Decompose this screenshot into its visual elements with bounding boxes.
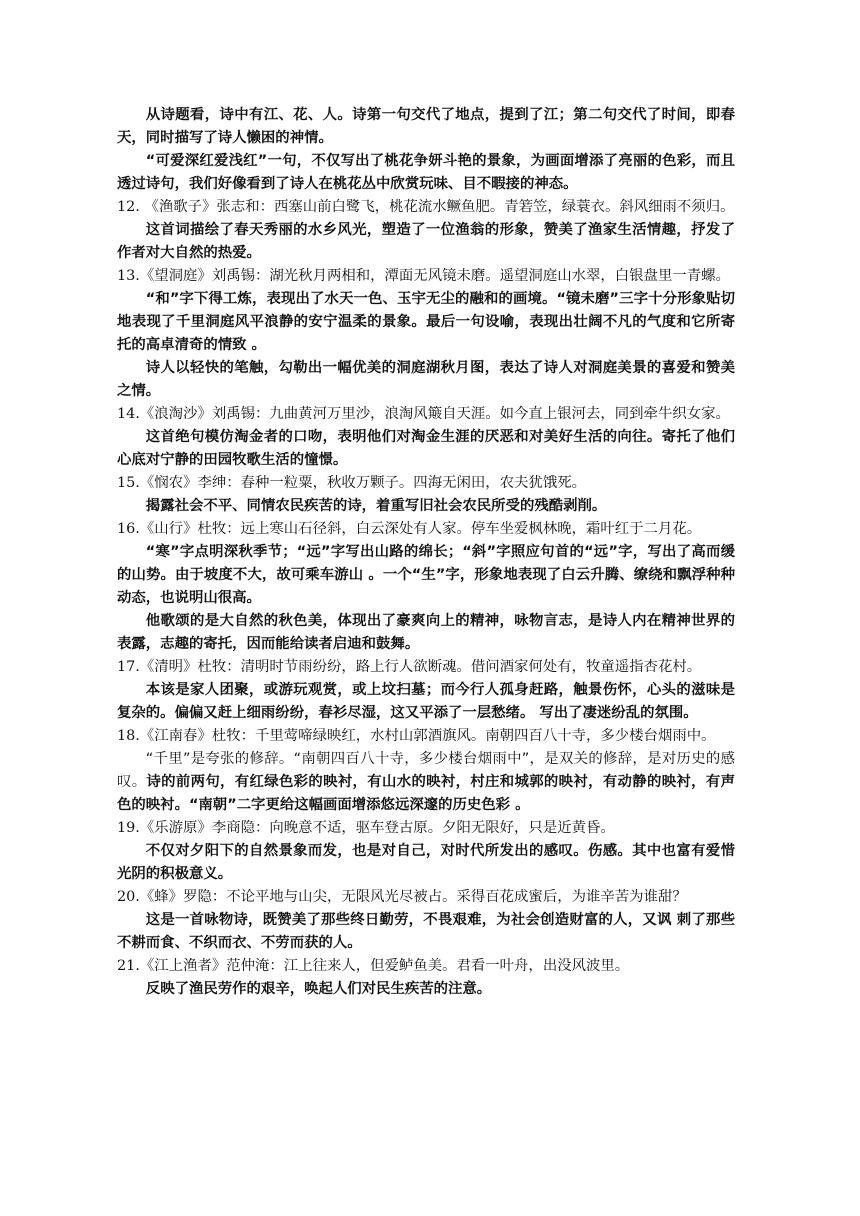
commentary-paragraph: “寒”字点明深秋季节；“远”字写出山路的绵长；“斜”字照应句首的“远”字，写出了高而缓的山势。由于坡度不大，故可乘车游山 。一个“生”字，形象地表现了白云升腾、缭绕和飘浮种种动态，也说明山很高。 bbox=[117, 544, 735, 606]
poem-entry-19: 19.《乐游原》李商隐：向晚意不适，驱车登古原。夕阳无限好，只是近黄昏。 bbox=[117, 820, 615, 836]
commentary-paragraph: “可爱深红爱浅红”一句，不仅写出了桃花争妍斗艳的景象，为画面增添了亮丽的色彩，而且透过诗句，我们好像看到了诗人在桃花丛中欣赏玩味、目不暇接的神态。 bbox=[117, 153, 735, 192]
poem-entry-16: 16.《山行》杜牧：远上寒山石径斜，白云深处有人家。停车坐爱枫林晚，霜叶红于二月花。 bbox=[117, 521, 702, 537]
poem-entry-12: 12. 《渔歌子》张志和：西塞山前白鹭飞，桃花流水鳜鱼肥。青箬笠，绿蓑衣。斜风细雨不须归。 bbox=[117, 199, 735, 215]
commentary-paragraph: 他歌颂的是大自然的秋色美，体现出了豪爽向上的精神，咏物言志，是诗人内在精神世界的表露，志趣的寄托，因而能给读者启迪和鼓舞。 bbox=[117, 613, 735, 652]
commentary-paragraph: 诗人以轻快的笔触，勾勒出一幅优美的洞庭湖秋月图，表达了诗人对洞庭美景的喜爱和赞美之情。 bbox=[117, 360, 735, 399]
commentary-paragraph: 不仅对夕阳下的自然景象而发，也是对自己，对时代所发出的感叹。伤感。其中也富有爱惜光阴的积极意义。 bbox=[117, 843, 735, 882]
commentary-paragraph: “和”字下得工炼，表现出了水天一色、玉宇无尘的融和的画境。“镜未磨”三字十分形象贴切地表现了千里洞庭风平浪静的安宁温柔的景象。最后一句设喻，表现出壮阔不凡的气度和它所寄托的高卓清奇的情致 。 bbox=[117, 291, 735, 353]
commentary-paragraph: 这首词描绘了春天秀丽的水乡风光，塑造了一位渔翁的形象，赞美了渔家生活情趣，抒发了作者对大自然的热爱。 bbox=[117, 222, 735, 261]
poem-entry-17: 17.《清明》杜牧：清明时节雨纷纷，路上行人欲断魂。借问酒家何处有，牧童遥指杏花村。 bbox=[117, 659, 702, 675]
commentary-paragraph: 从诗题看，诗中有江、花、人。诗第一句交代了地点，提到了江；第二句交代了时间，即春天，同时描写了诗人懒困的神情。 bbox=[117, 107, 735, 146]
commentary-paragraph: 这首绝句模仿淘金者的口吻，表明他们对淘金生涯的厌恶和对美好生活的向往。寄托了他们心底对宁静的田园牧歌生活的憧憬。 bbox=[117, 429, 735, 468]
document-body bbox=[117, 104, 735, 1001]
poem-entry-13: 13.《望洞庭》刘禹锡：湖光秋月两相和，潭面无风镜未磨。遥望洞庭山水翠，白银盘里一青螺。 bbox=[117, 268, 730, 284]
poem-entry-20: 20.《蜂》罗隐：不论平地与山尖，无限风光尽被占。采得百花成蜜后，为谁辛苦为谁甜？ bbox=[117, 889, 687, 905]
poem-entry-15: 15.《悯农》李绅：春种一粒粟，秋收万颗子。四海无闲田，农夫犹饿死。 bbox=[117, 475, 586, 491]
poem-entry-18: 18.《江南春》杜牧：千里莺啼绿映红，水村山郭酒旗风。南朝四百八十寺，多少楼台烟雨中。 bbox=[117, 728, 716, 744]
poem-entry-14: 14.《浪淘沙》刘禹锡：九曲黄河万里沙，浪淘风簸自天涯。如今直上银河去，同到牵牛织女家。 bbox=[117, 406, 730, 422]
poem-entry-21: 21.《江上渔者》范仲淹：江上往来人，但爱鲈鱼美。君看一叶舟，出没风波里。 bbox=[117, 958, 630, 974]
commentary-paragraph: 反映了渔民劳作的艰辛，唤起人们对民生疾苦的注意。 bbox=[145, 981, 492, 997]
commentary-bold-text: 诗的前两句，有红绿色彩的映衬，有山水的映衬，村庄和城郭的映衬，有动静的映衬，有声色的映衬。“南朝”二字更给这幅画面增添悠远深邃的历史色彩 。 bbox=[117, 774, 735, 813]
commentary-paragraph bbox=[117, 748, 735, 817]
commentary-light-text: “千里”是夸张的修辞。“南朝四百八十寺，多少楼台烟雨中”，是双关的修辞，是对历史的感叹。 bbox=[117, 751, 735, 790]
commentary-paragraph: 揭露社会不平、同情农民疾苦的诗，着重写旧社会农民所受的残酷剥削。 bbox=[145, 498, 607, 514]
commentary-paragraph: 这是一首咏物诗，既赞美了那些终日勤劳，不畏艰难，为社会创造财富的人，又讽 刺了那些不耕而食、不织而衣、不劳而获的人。 bbox=[117, 912, 735, 951]
commentary-paragraph: 本该是家人团聚，或游玩观赏，或上坟扫墓；而今行人孤身赶路，触景伤怀，心头的滋味是复杂的。偏偏又赶上细雨纷纷，春衫尽湿，这又平添了一层愁绪。 写出了凄迷纷乱的氛围。 bbox=[117, 682, 735, 721]
